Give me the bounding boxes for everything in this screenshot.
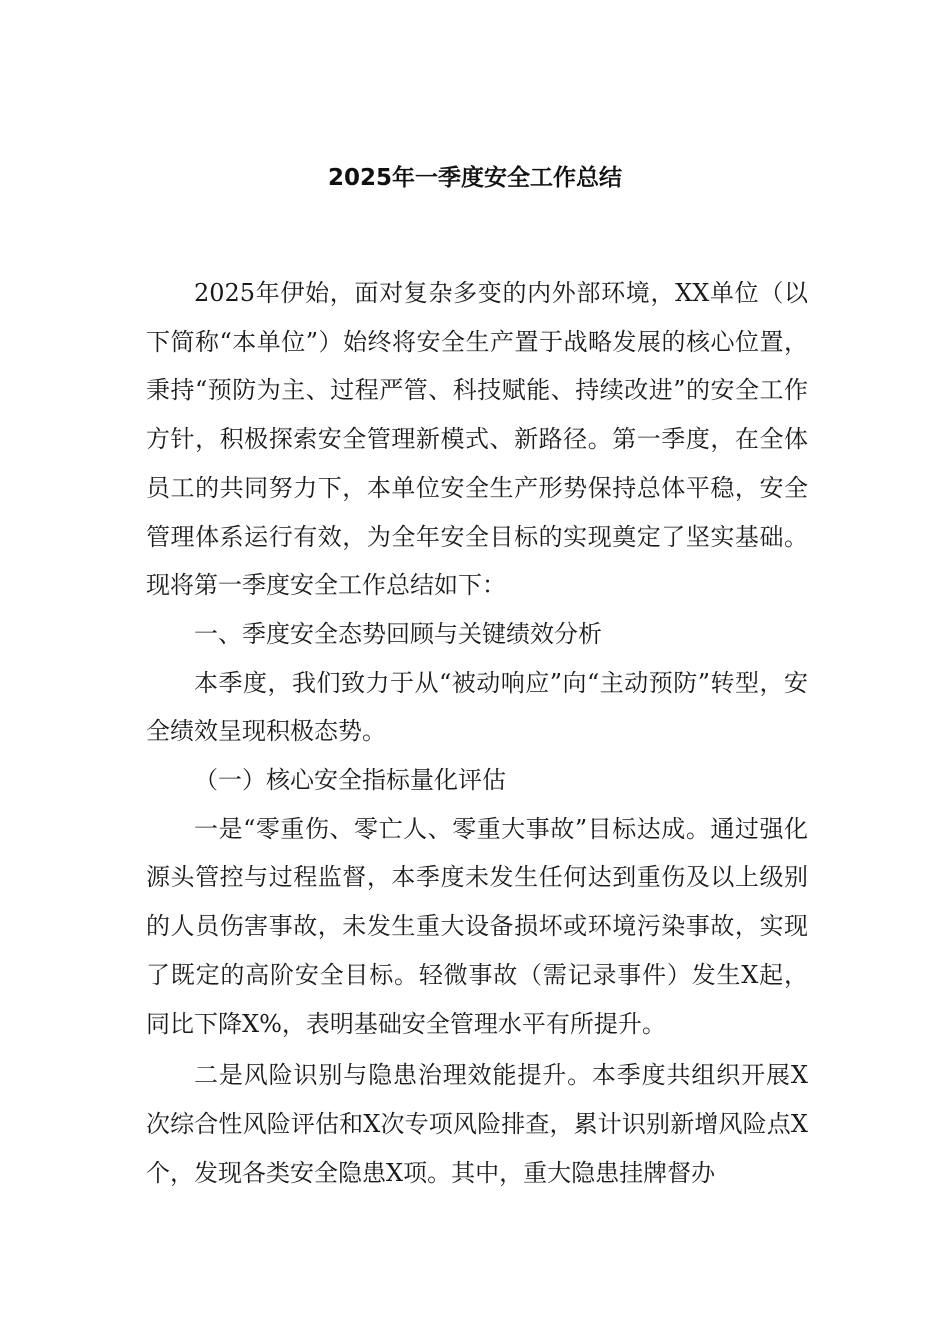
point-two-paragraph: 二是风险识别与隐患治理效能提升。本季度共组织开展X次综合性风险评估和X次专项风险排查，累计识别新增风险点X个，发现各类安全隐患X项。其中，重大隐患挂牌督办 bbox=[146, 1061, 808, 1187]
document-body bbox=[146, 269, 808, 1197]
section-heading-1: 一、季度安全态势回顾与关键绩效分析 bbox=[194, 619, 602, 648]
section-1-intro-paragraph: 本季度，我们致力于从“被动响应”向“主动预防”转型，安全绩效呈现积极态势。 bbox=[146, 668, 808, 746]
intro-paragraph: 2025年伊始，面对复杂多变的内外部环境，XX单位（以下简称“本单位”）始终将安全生产置于战略发展的核心位置，秉持“预防为主、过程严管、科技赋能、持续改进”的安全工作方针，积极探索安全管理新模式、新路径。第一季度，在全体员工的共同努力下，本单位安全生产形势保持总体平稳，安全管理体系运行有效，为全年安全目标的实现奠定了坚实基础。现将第一季度安全工作总结如下： bbox=[146, 279, 808, 600]
point-one-paragraph: 一是“零重伤、零亡人、零重大事故”目标达成。通过强化源头管控与过程监督，本季度未发生任何达到重伤及以上级别的人员伤害事故，未发生重大设备损坏或环境污染事故，实现了既定的高阶安全目标。轻微事故（需记录事件）发生X起，同比下降X%，表明基础安全管理水平有所提升。 bbox=[146, 814, 808, 1038]
document-title: 2025年一季度安全工作总结 bbox=[327, 165, 622, 191]
subsection-heading-1: （一）核心安全指标量化评估 bbox=[194, 766, 506, 795]
